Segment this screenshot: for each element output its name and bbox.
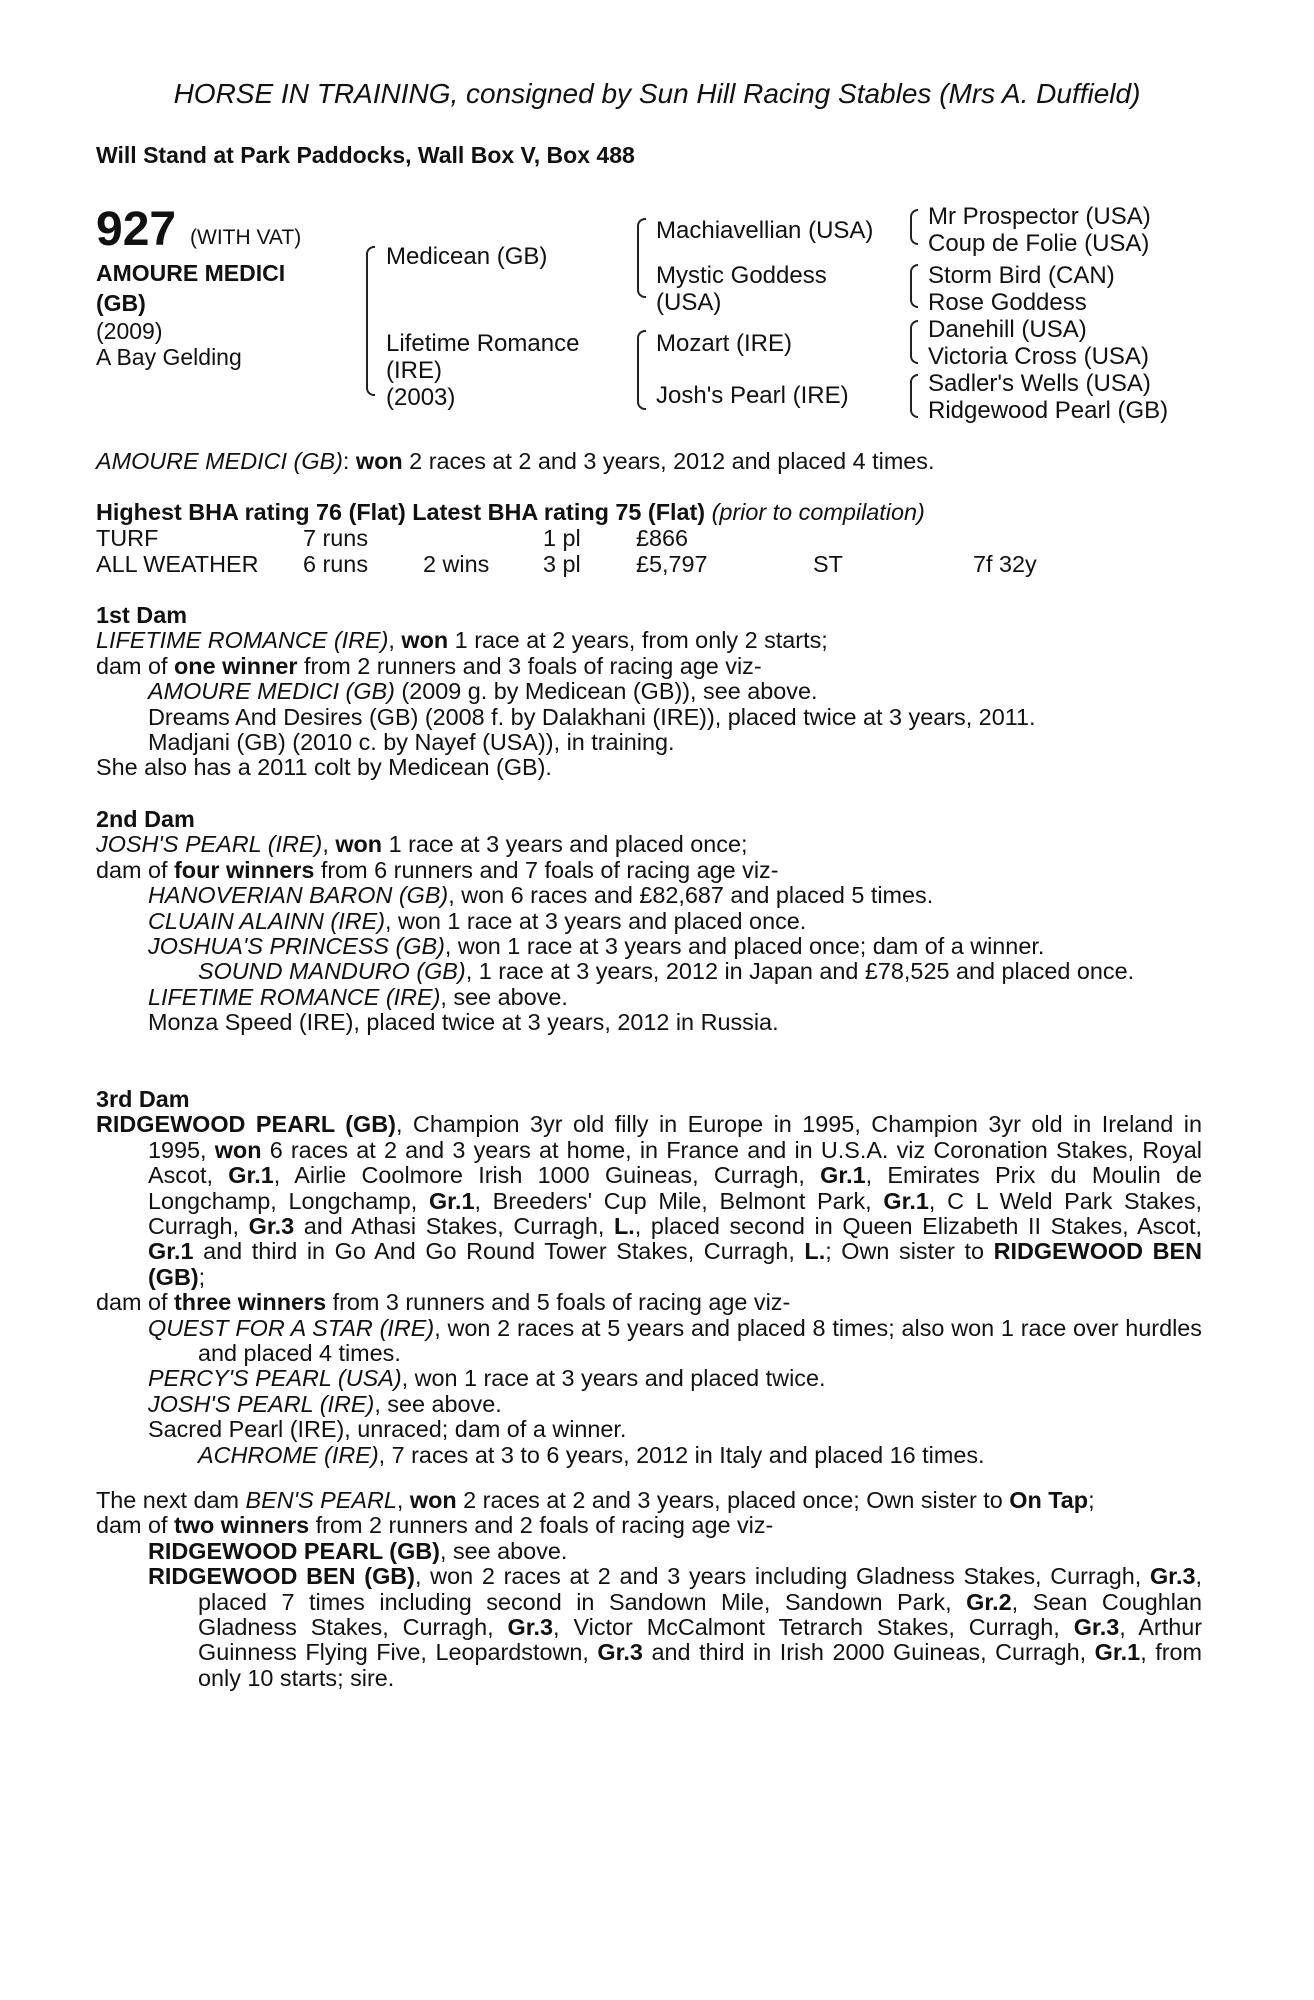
next-dam-produce-1-rest: , see above.: [439, 1537, 568, 1564]
first-dam-produce-1-rest: (2009 g. by Medicean (GB)), see above.: [394, 678, 818, 705]
second-dam-produce-3-rest: , won 1 race at 3 years and placed once; dam of a winner.: [444, 933, 1045, 960]
second-dam-produce-4-rest: , see above.: [440, 983, 568, 1010]
sire-sire: Machiavellian (USA): [656, 217, 874, 244]
stand-location: Will Stand at Park Paddocks, Wall Box V, Box 488: [96, 142, 635, 168]
ggp-brace-3: [910, 320, 918, 364]
sire-dam-brace: [366, 246, 375, 396]
aw-surface: ALL WEATHER: [96, 551, 259, 577]
next-dam-produce-1-name: RIDGEWOOD PEARL (GB): [148, 1537, 440, 1564]
next-dam-sister: On Tap: [1009, 1487, 1089, 1513]
next-dam-p2-t7: , from only 10 starts; sire.: [198, 1639, 1202, 1691]
ggp-brace-2: [910, 264, 918, 308]
second-dam-winners: four winners: [174, 856, 315, 883]
first-dam-produce-a: dam of: [96, 652, 175, 679]
ggp-4: Rose Goddess: [928, 289, 1087, 316]
second-dam-produce-1-name: HANOVERIAN BARON (GB): [148, 882, 449, 909]
sire-parents-brace: [637, 218, 646, 298]
third-dam-heading: 3rd Dam: [96, 1086, 190, 1112]
dam-name-line2: (IRE): [386, 357, 442, 384]
ggp-3: Storm Bird (CAN): [928, 262, 1115, 289]
second-dam-produce-4-name: LIFETIME ROMANCE (IRE): [148, 983, 441, 1010]
nd-grade-3-d: Gr.3: [597, 1639, 643, 1666]
third-dam-grandproduce: [96, 1443, 1202, 1468]
first-dam-record: 1 race at 2 years, from only 2 starts;: [448, 627, 828, 654]
third-dam-produce-2-rest: , won 1 race at 3 years and placed twice.: [401, 1365, 826, 1392]
third-dam-t8: , placed second in Queen Elizabeth II Stakes, Ascot,: [634, 1213, 1202, 1240]
second-dam-produce-c: from 6 runners and 7 foals of racing age viz-: [314, 856, 779, 883]
second-dam-produce-1-rest: , won 6 races and £82,687 and placed 5 times.: [448, 882, 934, 909]
lot-number: 927: [96, 203, 177, 256]
first-dam-name: LIFETIME ROMANCE (IRE): [96, 627, 389, 654]
first-dam-heading: 1st Dam: [96, 602, 188, 628]
horse-name-line2: (GB): [96, 290, 146, 316]
aw-code: ST: [813, 551, 843, 577]
first-dam-section: [96, 603, 1202, 781]
next-dam-produce-2: [96, 1564, 1202, 1691]
first-dam-produce-3: Madjani (GB) (2010 c. by Nayef (USA)), in training.: [148, 729, 675, 756]
first-dam-won: won: [401, 627, 449, 654]
third-dam-produce-1: [96, 1316, 1202, 1367]
second-dam-produce-1: [96, 883, 1202, 908]
sire-dam-line2: (USA): [656, 289, 722, 316]
aw-prize: £5,797: [636, 551, 708, 577]
third-dam-produce-3: [96, 1392, 1202, 1417]
second-dam-won: won: [335, 831, 383, 858]
third-dam-section: [96, 1087, 1202, 1468]
ggp-2: Coup de Folie (USA): [928, 230, 1150, 257]
dam-parents-brace: [637, 330, 646, 410]
turf-placed: 1 pl: [543, 525, 581, 551]
grade-1-a: Gr.1: [228, 1162, 274, 1189]
listed-b: L.: [804, 1238, 826, 1265]
foaling-year: (2009): [96, 318, 163, 344]
second-dam-record: 1 race at 3 years and placed once;: [382, 831, 748, 858]
second-dam-section: [96, 807, 1202, 1036]
aw-distance: 7f 32y: [973, 551, 1037, 577]
nd-grade-1: Gr.1: [1094, 1639, 1141, 1666]
third-dam-produce-3-rest: , see above.: [374, 1390, 502, 1417]
second-dam-grandproduce: [96, 959, 1202, 984]
first-dam-also: She also has a 2011 colt by Medicean (GB).: [96, 754, 552, 781]
next-dam-winners: two winners: [174, 1512, 310, 1539]
first-dam-sep: ,: [388, 627, 402, 654]
summary-won: won: [355, 448, 403, 474]
third-dam-t3: , Airlie Coolmore Irish 1000 Guineas, Curragh,: [273, 1162, 821, 1189]
aw-runs: 6 runs: [303, 551, 369, 577]
ggp-brace-4: [910, 374, 918, 418]
third-dam-produce-2: [96, 1366, 1202, 1391]
horse-name: [96, 258, 285, 318]
sire: Medicean (GB): [386, 243, 548, 270]
nd-grade-3-c: Gr.3: [1073, 1614, 1120, 1641]
ggp-brace-1: [910, 209, 918, 245]
third-dam-t4: , Emirates Prix du Moulin de Longchamp, Longchamp,: [148, 1162, 1203, 1214]
next-dam-produce-a: dam of: [96, 1512, 175, 1539]
next-dam-t2: ,: [396, 1487, 410, 1513]
next-dam-produce-1: [96, 1539, 1202, 1564]
turf-runs: 7 runs: [303, 525, 369, 551]
race-record-table: [96, 526, 1096, 578]
grade-1-b: Gr.1: [820, 1162, 866, 1189]
third-dam-produce-4: Sacred Pearl (IRE), unraced; dam of a winner.: [148, 1416, 627, 1443]
next-dam-t1: The next dam: [96, 1487, 246, 1513]
grade-1-e: Gr.1: [148, 1238, 194, 1265]
nd-grade-2: Gr.2: [966, 1588, 1012, 1615]
next-dam-p2-t5: , Arthur Guinness Flying Five, Leopardstown,: [198, 1614, 1203, 1666]
dam-sire: Mozart (IRE): [656, 330, 793, 357]
next-dam-produce-2-name: RIDGEWOOD BEN (GB): [148, 1563, 415, 1590]
third-dam-sister: RIDGEWOOD BEN (GB): [148, 1238, 1202, 1290]
third-dam-t2: 6 races at 2 and 3 years at home, in France and in U.S.A. viz Coronation Stakes, Royal Ascot,: [148, 1136, 1202, 1189]
third-dam-grandproduce-name: ACHROME (IRE): [198, 1441, 379, 1468]
next-dam-p2-t4: , Victor McCalmont Tetrarch Stakes, Curragh,: [553, 1614, 1074, 1641]
second-dam-produce-4: [96, 985, 1202, 1010]
second-dam-produce-2-rest: , won 1 race at 3 years and placed once.: [384, 907, 807, 934]
summary-horse-name: AMOURE MEDICI (GB): [96, 448, 343, 474]
grade-1-d: Gr.1: [883, 1187, 929, 1214]
dam-dam: Josh's Pearl (IRE): [656, 382, 849, 409]
grade-1-c: Gr.1: [428, 1187, 475, 1214]
third-dam-t1: , Champion 3yr old filly in Europe in 1995, Champion 3yr old in Ireland in 1995,: [148, 1111, 1203, 1163]
third-dam-t7: and Athasi Stakes, Curragh,: [294, 1213, 614, 1240]
vat-note: (WITH VAT): [190, 226, 302, 249]
race-summary: [96, 449, 1202, 474]
second-dam-sep: ,: [322, 831, 336, 858]
third-dam-record: [96, 1112, 1202, 1290]
second-dam-grandproduce-name: SOUND MANDURO (GB): [198, 958, 466, 985]
third-dam-produce-3-name: JOSH'S PEARL (IRE): [148, 1390, 375, 1417]
summary-colon: :: [342, 448, 356, 474]
turf-surface: TURF: [96, 525, 159, 551]
first-dam-produce-1-name: AMOURE MEDICI (GB): [148, 678, 395, 705]
third-dam-t10: ; Own sister to: [825, 1238, 994, 1265]
horse-name-line1: AMOURE MEDICI: [96, 260, 286, 286]
next-dam-produce-c: from 2 runners and 2 foals of racing age viz-: [309, 1512, 774, 1539]
next-dam-p2-t1: , won 2 races at 2 and 3 years including Gladness Stakes, Curragh,: [414, 1563, 1150, 1590]
next-dam-t4: ;: [1088, 1487, 1095, 1513]
aw-wins: 2 wins: [423, 551, 490, 577]
third-dam-won: won: [214, 1136, 262, 1163]
second-dam-heading: 2nd Dam: [96, 806, 195, 832]
second-dam-produce-5: Monza Speed (IRE), placed twice at 3 years, 2012 in Russia.: [148, 1009, 779, 1036]
nd-grade-3-b: Gr.3: [507, 1614, 554, 1641]
dam-foaling-year: (2003): [386, 384, 456, 411]
second-dam-produce-2-name: CLUAIN ALAINN (IRE): [148, 907, 385, 934]
second-dam-grandproduce-rest: , 1 race at 3 years, 2012 in Japan and £78,525 and placed once.: [465, 958, 1135, 985]
page-header: HORSE IN TRAINING, consigned by Sun Hill Racing Stables (Mrs A. Duffield): [173, 78, 1141, 109]
horse-description: A Bay Gelding: [96, 344, 242, 370]
ggp-6: Victoria Cross (USA): [928, 343, 1149, 370]
next-dam-t3: 2 races at 2 and 3 years, placed once; Own sister to: [456, 1487, 1010, 1513]
first-dam-produce-1: [96, 679, 1202, 704]
nd-grade-3-a: Gr.3: [1149, 1563, 1196, 1590]
next-dam-won: won: [409, 1487, 457, 1513]
third-dam-t6: , C L Weld Park Stakes, Curragh,: [148, 1187, 1203, 1240]
third-dam-produce-2-name: PERCY'S PEARL (USA): [148, 1365, 402, 1392]
third-dam-t9: and third in Go And Go Round Tower Stakes, Curragh,: [193, 1238, 805, 1265]
ggp-7: Sadler's Wells (USA): [928, 370, 1151, 397]
listed-a: L.: [614, 1213, 635, 1240]
third-dam-t5: , Breeders' Cup Mile, Belmont Park,: [474, 1187, 884, 1214]
third-dam-produce-1-name: QUEST FOR A STAR (IRE): [148, 1314, 435, 1341]
next-dam-p2-t6: and third in Irish 2000 Guineas, Curragh,: [642, 1639, 1095, 1666]
next-dam-section: [96, 1488, 1202, 1691]
next-dam-p2-t3: , Sean Coughlan Gladness Stakes, Curragh,: [198, 1588, 1203, 1641]
second-dam-produce-3-name: JOSHUA'S PRINCESS (GB): [148, 933, 445, 960]
third-dam-name: RIDGEWOOD PEARL (GB): [96, 1111, 396, 1138]
grade-3-a: Gr.3: [248, 1213, 295, 1240]
aw-placed: 3 pl: [543, 551, 581, 577]
rating-line: [96, 500, 1202, 525]
first-dam-produce-c: from 2 runners and 3 foals of racing age viz-: [297, 652, 762, 679]
summary-rest: 2 races at 2 and 3 years, 2012 and placed 4 times.: [402, 448, 935, 474]
second-dam-name: JOSH'S PEARL (IRE): [96, 831, 323, 858]
third-dam-produce-a: dam of: [96, 1289, 175, 1316]
third-dam-t11: ;: [198, 1263, 206, 1290]
next-dam-p2-t2: , placed 7 times including second in Sandown Mile, Sandown Park,: [198, 1563, 1202, 1615]
ggp-1: Mr Prospector (USA): [928, 203, 1151, 230]
third-dam-produce-c: from 3 runners and 5 foals of racing age viz-: [326, 1289, 791, 1316]
dam-name-line1: Lifetime Romance: [386, 330, 580, 357]
ggp-5: Danehill (USA): [928, 316, 1087, 343]
rating-bold: Highest BHA rating 76 (Flat) Latest BHA rating 75 (Flat): [96, 499, 706, 525]
ggp-8: Ridgewood Pearl (GB): [928, 397, 1169, 424]
third-dam-produce-1-rest: , won 2 races at 5 years and placed 8 times; also won 1 race over hurdles and placed 4 times.: [198, 1314, 1202, 1367]
sire-dam-line1: Mystic Goddess: [656, 262, 827, 289]
second-dam-produce-2: [96, 909, 1202, 934]
next-dam-name: BEN'S PEARL: [245, 1487, 397, 1513]
turf-prize: £866: [636, 525, 689, 551]
rating-note: (prior to compilation): [711, 499, 925, 525]
second-dam-produce-3: [96, 934, 1202, 959]
third-dam-grandproduce-rest: , 7 races at 3 to 6 years, 2012 in Italy and placed 16 times.: [378, 1441, 985, 1468]
third-dam-winners: three winners: [174, 1289, 327, 1316]
second-dam-produce-a: dam of: [96, 856, 175, 883]
first-dam-produce-2: Dreams And Desires (GB) (2008 f. by Dalakhani (IRE)), placed twice at 3 years, 2011.: [148, 703, 1036, 730]
first-dam-winners: one winner: [174, 652, 298, 679]
